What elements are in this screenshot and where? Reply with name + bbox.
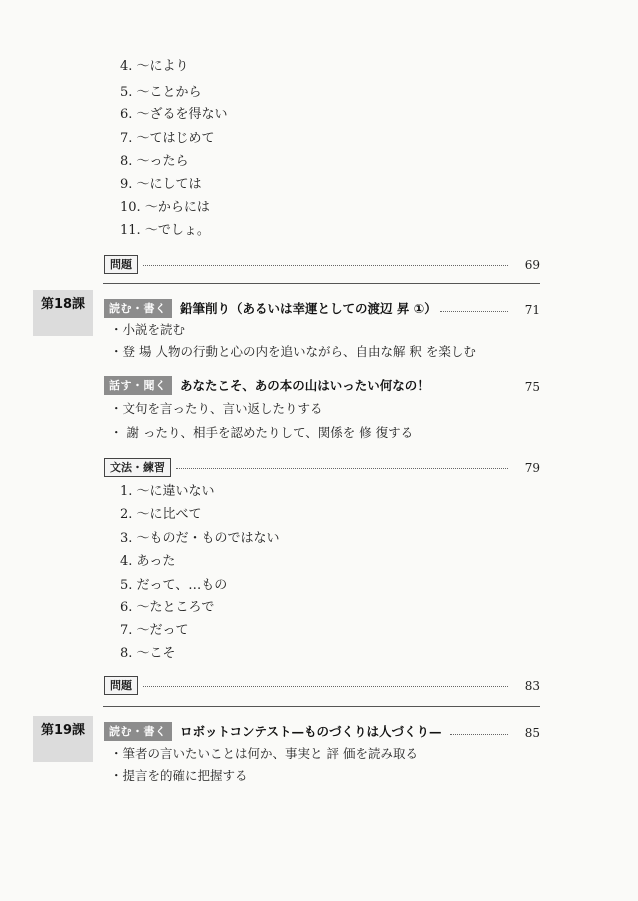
lesson-18-tab: 第18課 xyxy=(33,290,93,336)
mondai-badge: 問題 xyxy=(104,676,138,695)
objective-item: ・文句を言ったり、言い返したりする xyxy=(110,401,323,416)
page-number[interactable]: 83 xyxy=(524,679,540,693)
page-number[interactable]: 79 xyxy=(524,461,540,475)
page-number[interactable]: 85 xyxy=(524,726,540,740)
list-item: 6. 〜ざるを得ない xyxy=(120,107,228,122)
list-item: 3. 〜ものだ・ものではない xyxy=(120,531,280,546)
yomu-kaku-badge: 読む・書く xyxy=(104,722,172,741)
leader-dots xyxy=(450,734,508,735)
list-item: 4. 〜により xyxy=(120,59,189,74)
leader-dots xyxy=(176,468,508,469)
page-number[interactable]: 75 xyxy=(524,380,540,394)
objective-item: ・ 謝 ったり、相手を認めたりして、関係を 修 復する xyxy=(110,425,414,440)
leader-dots xyxy=(143,686,508,687)
objective-item: ・登 場 人物の行動と心の内を追いながら、自由な解 釈 を楽しむ xyxy=(110,344,476,359)
mondai-badge: 問題 xyxy=(104,255,138,274)
objective-item: ・提言を的確に把握する xyxy=(110,768,248,783)
list-item: 8. 〜ったら xyxy=(120,154,189,169)
list-item: 11. 〜でしょ。 xyxy=(120,223,210,238)
list-item: 6. 〜たところで xyxy=(120,600,215,615)
list-item: 2. 〜に比べて xyxy=(120,507,202,522)
list-item: 4. あった xyxy=(120,554,176,569)
list-item: 10. 〜からには xyxy=(120,200,210,215)
list-item: 1. 〜に違いない xyxy=(120,484,215,499)
section-divider xyxy=(103,283,540,284)
section-title[interactable]: 鉛筆削り（あるいは幸運としての渡辺 昇 ①） xyxy=(180,301,437,316)
list-item: 5. 〜ことから xyxy=(120,85,202,100)
bunpo-renshu-badge: 文法・練習 xyxy=(104,458,171,477)
page-number[interactable]: 69 xyxy=(524,258,540,272)
objective-item: ・筆者の言いたいことは何か、事実と 評 価を読み取る xyxy=(110,746,418,761)
section-title[interactable]: あなたこそ、あの本の山はいったい何なの！ xyxy=(180,378,430,393)
list-item: 5. だって、…もの xyxy=(120,578,228,593)
section-title[interactable]: ロボットコンテスト—ものづくりは人づくり— xyxy=(180,724,442,739)
list-item: 8. 〜こそ xyxy=(120,646,176,661)
list-item: 9. 〜にしては xyxy=(120,177,202,192)
leader-dots xyxy=(143,265,508,266)
objective-item: ・小説を読む xyxy=(110,322,186,337)
leader-dots xyxy=(440,311,508,312)
page-number[interactable]: 71 xyxy=(524,303,540,317)
section-divider xyxy=(103,706,540,707)
yomu-kaku-badge: 読む・書く xyxy=(104,299,172,318)
lesson-19-tab: 第19課 xyxy=(33,716,93,762)
hanasu-kiku-badge: 話す・聞く xyxy=(104,376,172,395)
list-item: 7. 〜てはじめて xyxy=(120,131,215,146)
list-item: 7. 〜だって xyxy=(120,623,189,638)
